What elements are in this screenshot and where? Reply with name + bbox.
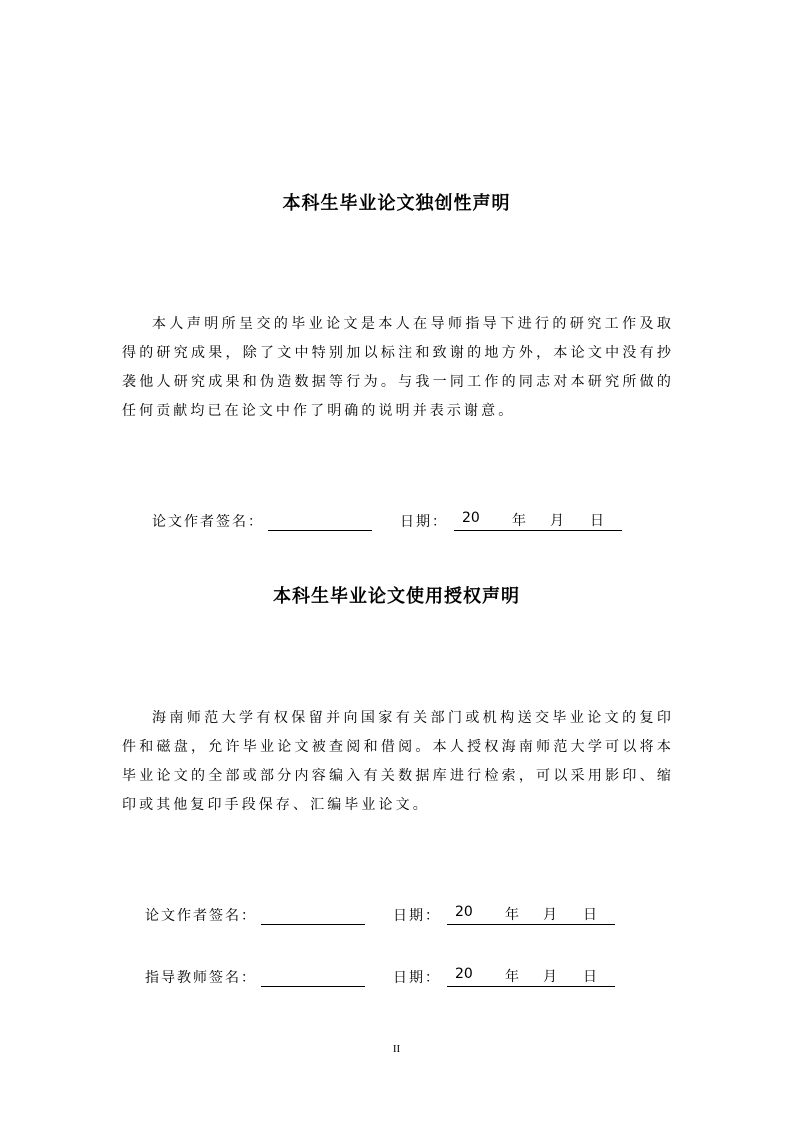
date-field[interactable] [454, 510, 622, 531]
year-unit: 年 [512, 513, 526, 529]
month-unit: 月 [550, 513, 564, 529]
year-prefix: 20 [462, 510, 480, 526]
date-field[interactable] [447, 904, 615, 925]
date-field[interactable] [447, 966, 615, 987]
date-label: 日期： [393, 970, 441, 986]
author-signature-field[interactable] [261, 908, 365, 925]
advisor-signature-label: 指导教师签名： [145, 970, 257, 986]
page-number: II [392, 1043, 401, 1055]
year-unit: 年 [505, 969, 519, 985]
month-unit: 月 [543, 907, 557, 923]
date-label: 日期： [400, 514, 448, 530]
authorization-title: 本科生毕业论文使用授权声明 [273, 586, 520, 607]
year-prefix: 20 [455, 904, 473, 920]
author-signature-field[interactable] [268, 514, 372, 531]
day-unit: 日 [590, 513, 604, 529]
year-prefix: 20 [455, 966, 473, 982]
author-signature-label: 论文作者签名： [152, 514, 264, 530]
month-unit: 月 [543, 969, 557, 985]
originality-body: 本人声明所呈交的毕业论文是本人在导师指导下进行的研究工作及取得的研究成果，除了文中特别加以标注和致谢的地方外，本论文中没有抄袭他人研究成果和伪造数据等行为。与我一同工作的同志对本研究所做的任何贡献均已在论文中作了明确的说明并表示谢意。 [122, 316, 674, 419]
authorization-body: 海南师范大学有权保留并向国家有关部门或机构送交毕业论文的复印件和磁盘，允许毕业论文被查阅和借阅。本人授权海南师范大学可以将本毕业论文的全部或部分内容编入有关数据库进行检索，可以采用影印、缩印或其他复印手段保存、汇编毕业论文。 [122, 710, 674, 813]
author-signature-label: 论文作者签名： [145, 908, 257, 924]
advisor-signature-field[interactable] [261, 970, 365, 987]
year-unit: 年 [505, 907, 519, 923]
originality-title: 本科生毕业论文独创性声明 [282, 193, 511, 214]
originality-signature-row [152, 510, 622, 531]
authorization-advisor-signature-row [145, 966, 615, 987]
day-unit: 日 [583, 969, 597, 985]
authorization-author-signature-row [145, 904, 615, 925]
day-unit: 日 [583, 907, 597, 923]
date-label: 日期： [393, 908, 441, 924]
